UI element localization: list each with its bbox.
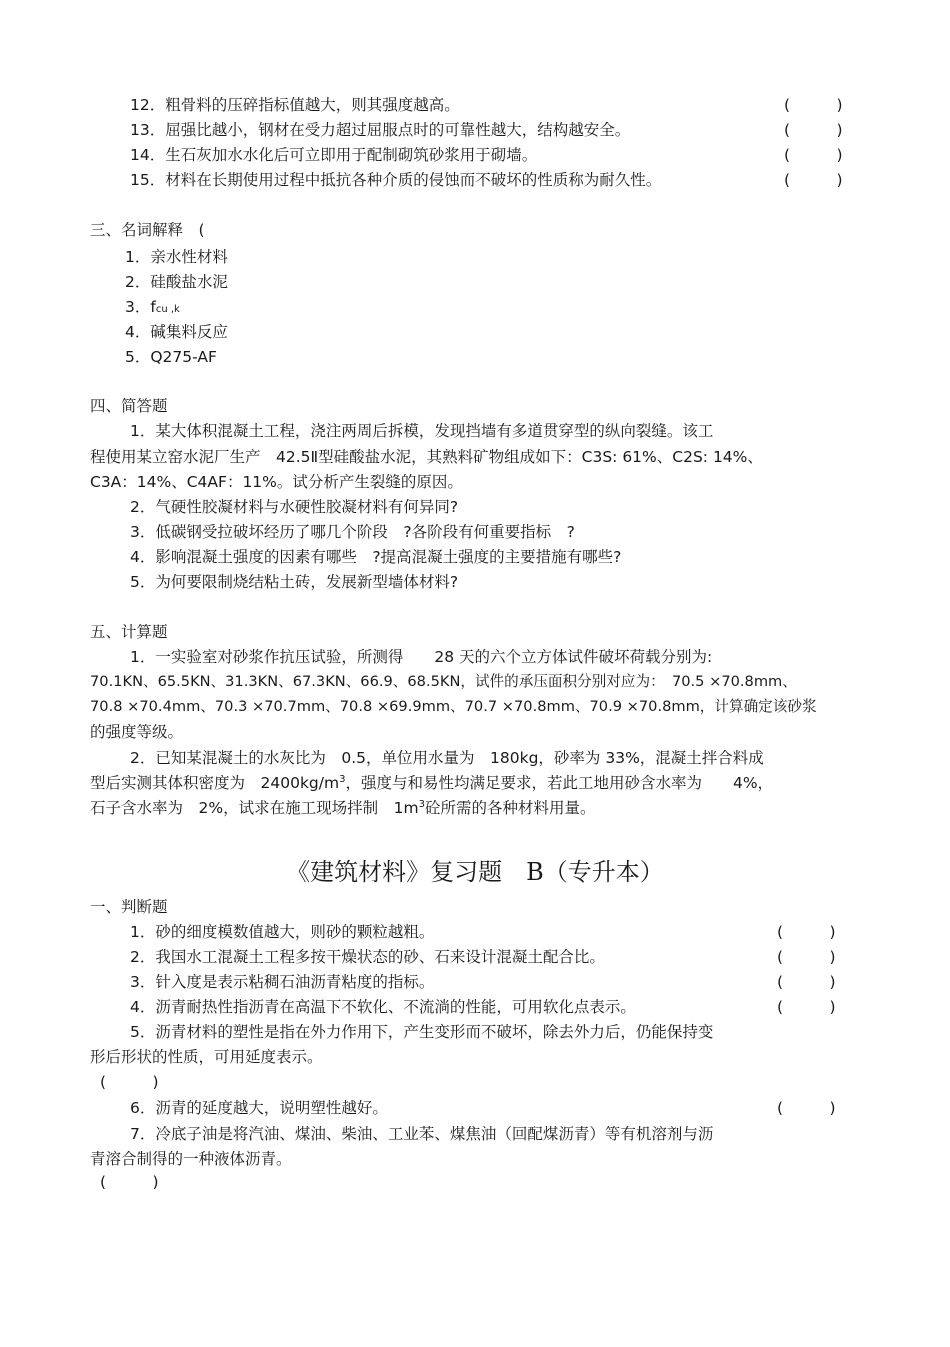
judge-item-13: 13．屈强比越小，钢材在受力超过屈服点时的可靠性越大，结构越安全。 [130, 121, 631, 139]
short-q1-line2: 程使用某立窑水泥厂生产 42.5Ⅱ型硅酸盐水泥，其熟料矿物组成如下：C3S: 61%、C2S: 14%、 [90, 448, 763, 466]
answer-paren: ( ) [777, 1099, 836, 1117]
short-q2: 2．气硬性胶凝材料与水硬性胶凝材料有何异同? [130, 498, 459, 516]
answer-paren: ( ) [784, 96, 843, 114]
calc-q1-line1: 1．一实验室对砂浆作抗压试验，所测得 28 天的六个立方体试件破坏荷载分别为: [130, 648, 713, 666]
section-heading-short-answer: 四、简答题 [90, 397, 168, 415]
answer-paren: ( ) [777, 998, 836, 1016]
document-title: 《建筑材料》复习题 B（专升本） [286, 858, 664, 886]
calc-q2-line1: 2．已知某混凝土的水灰比为 0.5，单位用水量为 180kg，砂率为 33%，混凝土拌合料成 [130, 749, 764, 767]
answer-paren: ( ) [777, 948, 836, 966]
short-q3: 3．低碳钢受拉破坏经历了哪几个阶段 ?各阶段有何重要指标 ? [130, 523, 575, 541]
calc-q1-line2: 70.1KN、65.5KN、31.3KN、67.3KN、66.9、68.5KN，试件的承压面积分别对应为： 70.5 ×70.8mm、 [90, 673, 797, 690]
calc-q2-line2: 型后实测其体积密度为 $2400kg/m^3$，强度与和易性均满足要求，若此工地用砂含水率为 4%， [90, 773, 774, 792]
judge-b-item-3: 3．针入度是表示粘稠石油沥青粘度的指标。 [130, 973, 435, 991]
calc-q1-line4: 的强度等级。 [90, 723, 184, 741]
superscript: 3 [339, 773, 346, 785]
section-heading-calc: 五、计算题 [90, 623, 168, 641]
judge-b-item-7-line1: 7．冷底子油是将汽油、煤油、柴油、工业苯、煤焦油（回配煤沥青）等有机溶剂与沥 [130, 1125, 714, 1143]
term-item-4: 4．碱集料反应 [125, 323, 228, 341]
judge-b-item-7-line2: 青溶合制得的一种液体沥青。 [90, 1150, 292, 1168]
judge-b-item-5-line2: 形后形状的性质，可用延度表示。 [90, 1048, 323, 1066]
short-q4: 4．影响混凝土强度的因素有哪些 ?提高混凝土强度的主要措施有哪些? [130, 548, 622, 566]
judge-item-15: 15．材料在长期使用过程中抵抗各种介质的侵蚀而不破坏的性质称为耐久性。 [130, 171, 662, 189]
judge-item-12: 12．粗骨料的压碎指标值越大，则其强度越高。 [130, 96, 460, 114]
term-item-2: 2．硅酸盐水泥 [125, 273, 228, 291]
answer-paren: ( ) [100, 1073, 159, 1091]
calc-q1-line3: 70.8 ×70.4mm、70.3 ×70.7mm、70.8 ×69.9mm、70.7 ×70.8mm、70.9 ×70.8mm，计算确定该砂浆 [90, 698, 817, 715]
short-q5: 5．为何要限制烧结粘土砖，发展新型墙体材料? [130, 573, 459, 591]
judge-b-item-1: 1．砂的细度模数值越大，则砂的颗粒越粗。 [130, 923, 435, 941]
answer-paren: ( ) [100, 1173, 159, 1191]
calc-q2-line3: 石子含水率为 2%，试求在施工现场拌制 $1m^3$砼所需的各种材料用量。 [90, 798, 596, 817]
judge-b-item-6: 6．沥青的延度越大，说明塑性越好。 [130, 1099, 388, 1117]
answer-paren: ( ) [777, 973, 836, 991]
term-item-1: 1．亲水性材料 [125, 248, 228, 266]
short-q1-line1: 1．某大体积混凝土工程，浇注两周后拆模，发现挡墙有多道贯穿型的纵向裂缝。该工 [130, 422, 714, 440]
term-subscript: cu ,k [155, 304, 180, 315]
answer-paren: ( ) [784, 121, 843, 139]
answer-paren: ( ) [784, 146, 843, 164]
judge-b-item-4: 4．沥青耐热性指沥青在高温下不软化、不流淌的性能，可用软化点表示。 [130, 998, 636, 1016]
superscript: 3 [418, 798, 425, 810]
section-heading-terms: 三、名词解释 ( [90, 221, 205, 239]
judge-item-14: 14．生石灰加水水化后可立即用于配制砌筑砂浆用于砌墙。 [130, 146, 538, 164]
term-item-5: 5．Q275-AF [125, 348, 217, 366]
judge-b-item-5-line1: 5．沥青材料的塑性是指在外力作用下，产生变形而不破坏，除去外力后，仍能保持变 [130, 1023, 714, 1041]
short-q1-line3: C3A：14%、C4AF：11%。试分析产生裂缝的原因。 [90, 473, 463, 491]
section-heading-judge: 一、判断题 [90, 898, 168, 916]
term-item-3: 3．fcu ,k [125, 298, 180, 316]
answer-paren: ( ) [784, 171, 843, 189]
answer-paren: ( ) [777, 923, 836, 941]
judge-b-item-2: 2．我国水工混凝土工程多按干燥状态的砂、石来设计混凝土配合比。 [130, 948, 605, 966]
